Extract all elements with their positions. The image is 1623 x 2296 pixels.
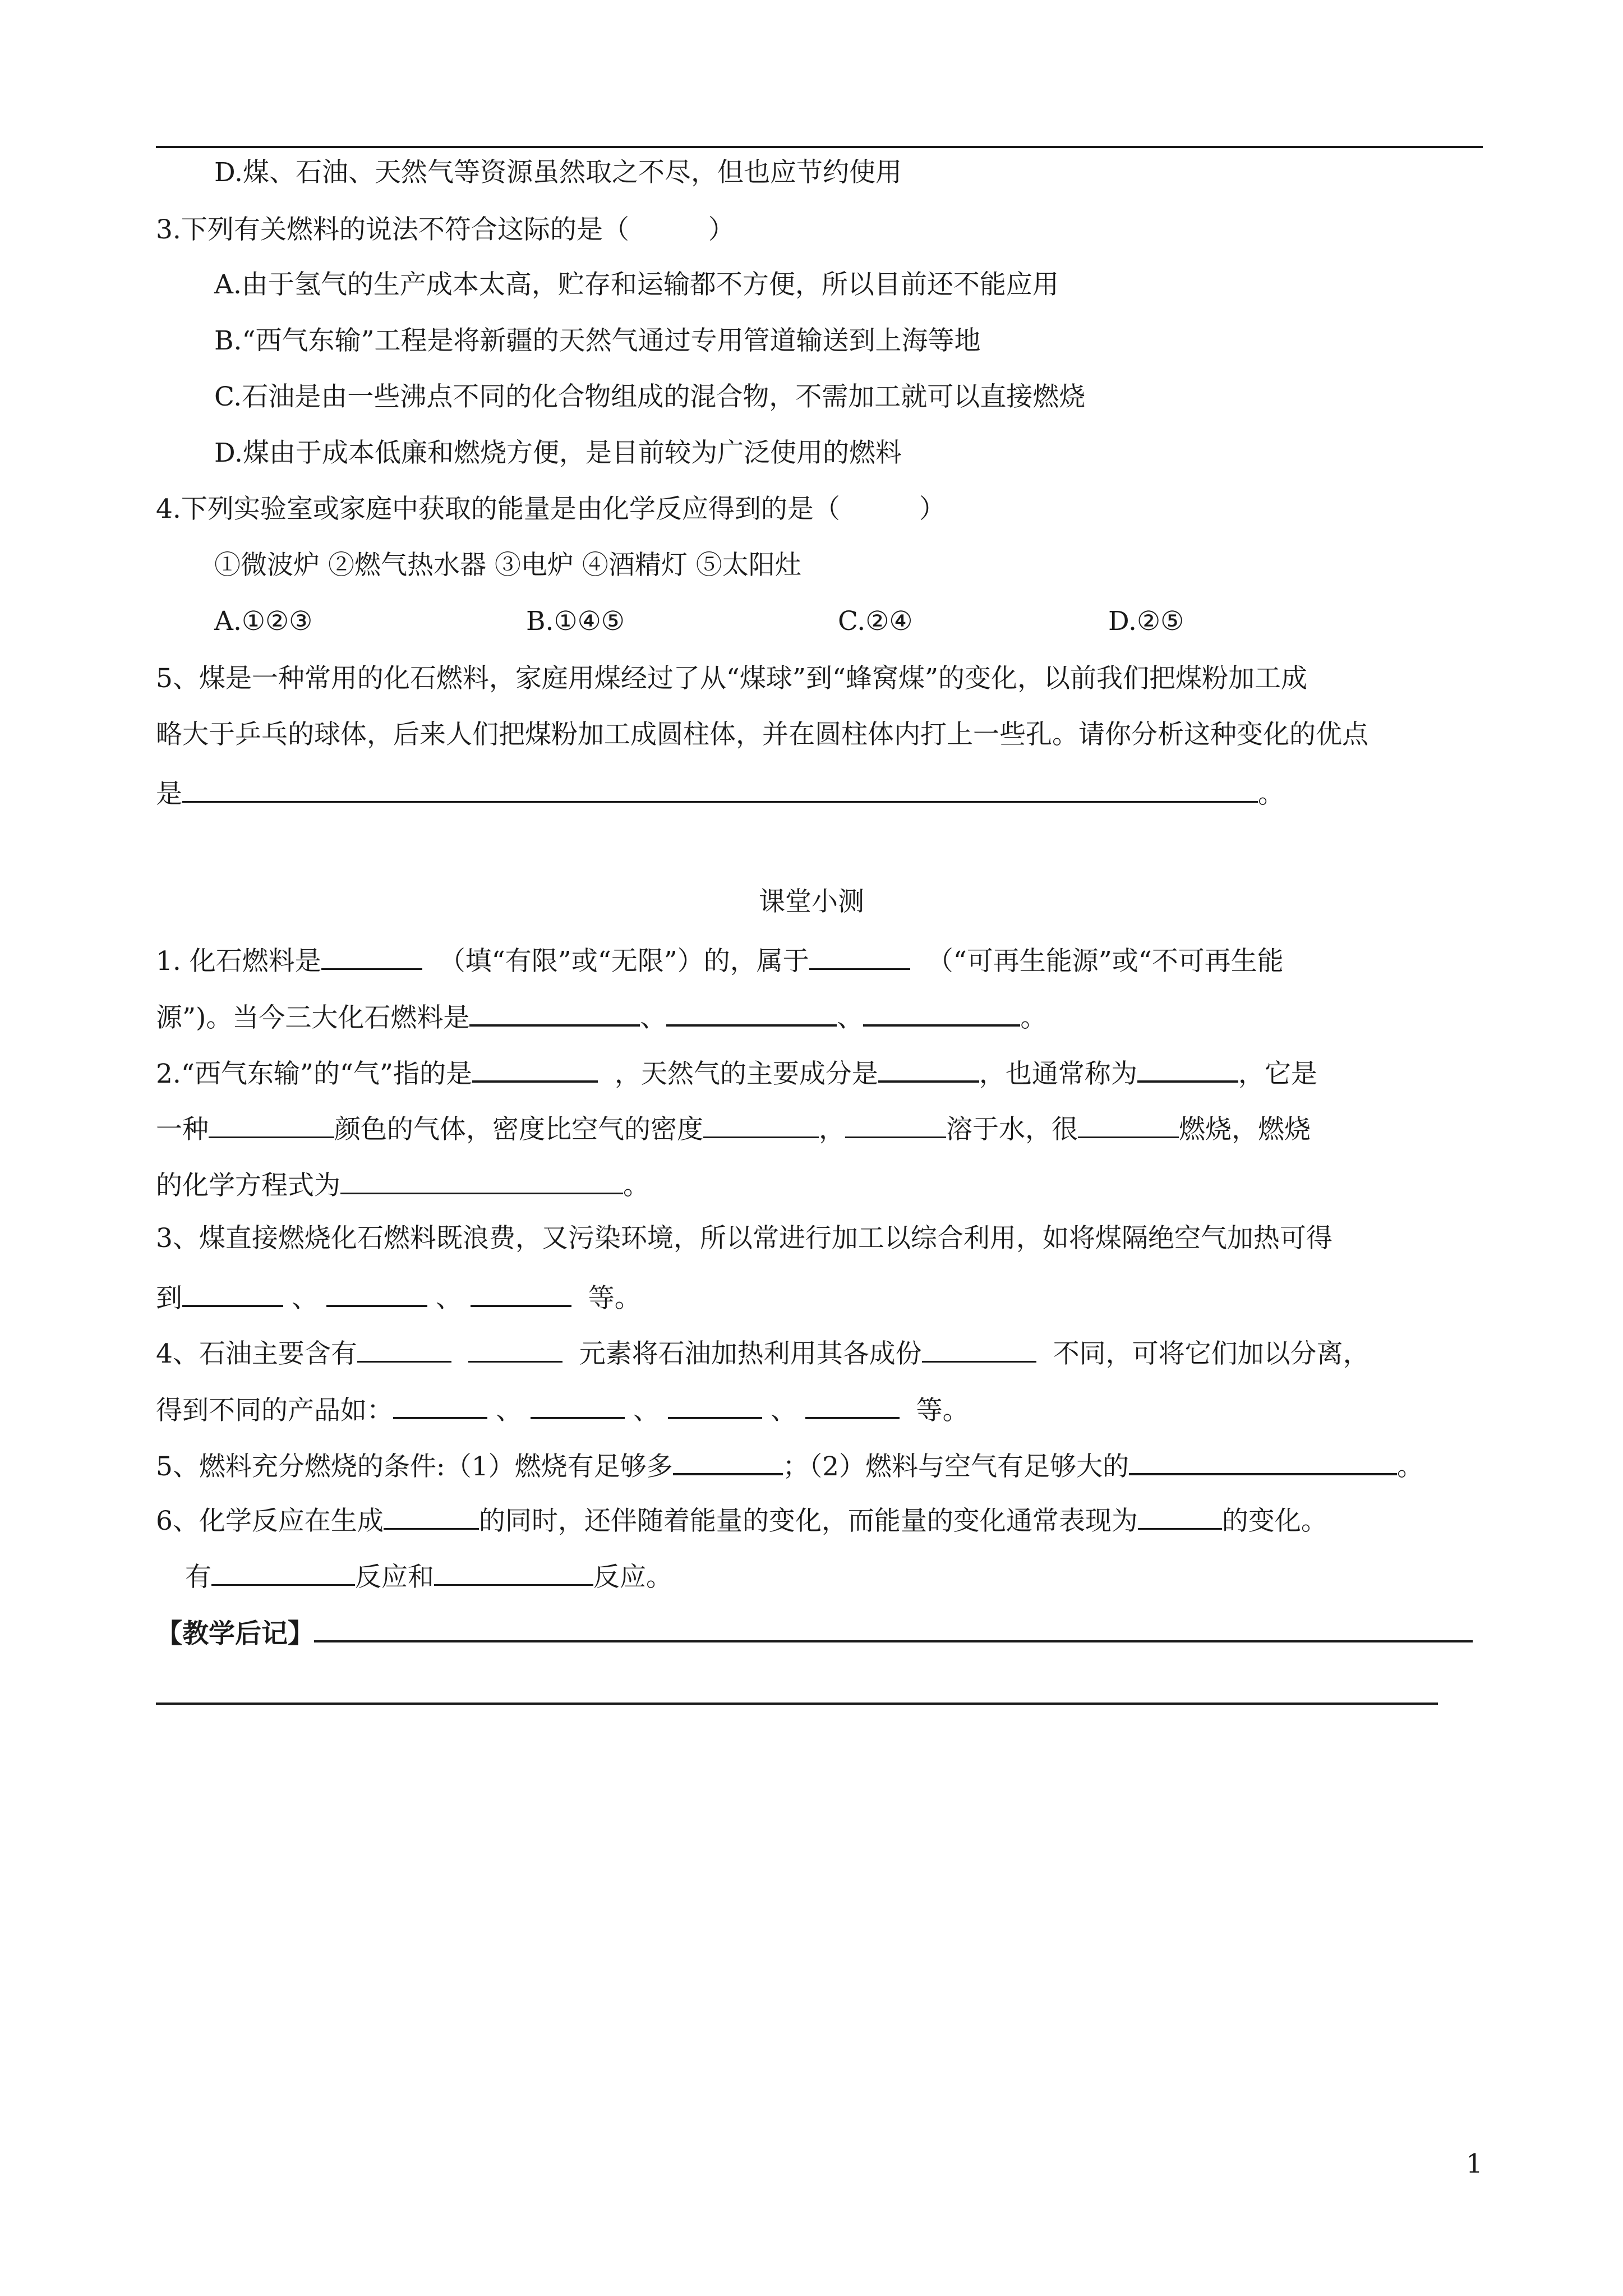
answer-blank[interactable] (1078, 1110, 1179, 1138)
question-3-stem: 3.下列有关燃料的说法不符合这际的是（ ） (156, 214, 735, 245)
answer-blank[interactable] (472, 1053, 598, 1083)
question-3-option-b: B.“西气东输”工程是将新疆的天然气通过专用管道输送到上海等地 (214, 325, 981, 356)
answer-blank[interactable] (471, 1278, 571, 1307)
separator: 、 (837, 1002, 864, 1033)
quiz-q2-text: 燃烧，燃烧 (1179, 1114, 1311, 1145)
answer-blank[interactable] (326, 1278, 427, 1307)
question-5-prefix: 是 (156, 779, 182, 809)
separator: 、 (640, 1002, 667, 1033)
quiz-q5-text: ；（2）燃料与空气有足够大的 (782, 1451, 1129, 1482)
quiz-q2-text: ，天然气的主要成分是 (614, 1059, 878, 1089)
quiz-q4-line-2 (156, 1390, 969, 1428)
answer-blank[interactable] (209, 1110, 334, 1138)
quiz-q6-text: 反应。 (593, 1562, 672, 1593)
quiz-q2-text: ，它是 (1238, 1059, 1317, 1089)
answer-blank[interactable] (384, 1501, 479, 1530)
question-5-line-1: 5、煤是一种常用的化石燃料，家庭用煤经过了从“煤球”到“蜂窝煤”的变化，以前我们把煤粉加工成 (156, 663, 1308, 694)
answer-blank[interactable] (340, 1166, 623, 1194)
answer-blank[interactable] (469, 997, 640, 1027)
answer-blank[interactable] (321, 941, 422, 970)
answer-blank[interactable] (468, 1334, 562, 1363)
quiz-q2-text: 一种 (156, 1114, 209, 1145)
separator: 、 (495, 1395, 522, 1426)
answer-blank[interactable] (393, 1390, 487, 1419)
quiz-q6-text: 反应和 (355, 1562, 434, 1593)
question-4-option-c: C.②④ (838, 606, 913, 637)
question-3-option-c: C.石油是由一些沸点不同的化合物组成的混合物，不需加工就可以直接燃烧 (214, 381, 1086, 412)
quiz-q2-text: ， (819, 1114, 845, 1145)
answer-blank[interactable] (805, 1390, 900, 1419)
answer-blank[interactable] (182, 1278, 283, 1307)
answer-blank[interactable] (357, 1334, 451, 1363)
quiz-q6-text: 的同时，还伴随着能量的变化，而能量的变化通常表现为 (478, 1506, 1138, 1536)
quiz-q4-line-1 (156, 1334, 1370, 1371)
quiz-q4-text: 4、石油主要含有 (156, 1338, 357, 1369)
answer-blank[interactable] (666, 997, 837, 1027)
quiz-q2-text: 2.“西气东输”的“气”指的是 (156, 1059, 472, 1089)
postscript-line (156, 1613, 1473, 1651)
quiz-q6-line-1 (156, 1501, 1327, 1538)
question-5-line-2: 略大于乒乓的球体，后来人们把煤粉加工成圆柱体，并在圆柱体内打上一些孔。请你分析这种变化的优点 (156, 719, 1368, 750)
question-4-items: ①微波炉 ②燃气热水器 ③电炉 ④酒精灯 ⑤太阳灶 (214, 550, 801, 581)
quiz-q2-line-1 (156, 1053, 1317, 1091)
question-3-option-a: A.由于氢气的生产成本太高，贮存和运输都不方便，所以目前还不能应用 (214, 269, 1059, 300)
section-title: 课堂小测 (759, 886, 864, 917)
quiz-q6-text: 6、化学反应在生成 (156, 1506, 384, 1536)
answer-blank[interactable] (809, 941, 910, 970)
option-d-prev: D.煤、石油、天然气等资源虽然取之不尽，但也应节约使用 (214, 157, 902, 188)
header-rule (156, 146, 1483, 148)
answer-blank[interactable] (845, 1110, 946, 1138)
answer-blank[interactable] (1129, 1446, 1397, 1475)
period: 。 (1397, 1451, 1424, 1482)
quiz-q4-text: 不同，可将它们加以分离， (1053, 1338, 1370, 1369)
quiz-q1-text: 1. 化石燃料是 (156, 946, 321, 977)
postscript-blank[interactable] (314, 1613, 1473, 1642)
question-4-stem: 4.下列实验室或家庭中获取的能量是由化学反应得到的是（ ） (156, 494, 946, 524)
quiz-q6-text: 有 (185, 1562, 211, 1593)
answer-blank[interactable] (211, 1557, 355, 1586)
quiz-q3-line-1: 3、煤直接燃烧化石燃料既浪费，又污染环境，所以常进行加工以综合利用，如将煤隔绝空气加热可得 (156, 1223, 1332, 1254)
quiz-q2-text: ，也通常称为 (979, 1059, 1137, 1089)
answer-blank[interactable] (434, 1557, 593, 1586)
quiz-q2-text: 溶于水，很 (946, 1114, 1078, 1145)
answer-blank[interactable] (878, 1053, 979, 1083)
answer-blank[interactable] (1137, 1053, 1238, 1083)
quiz-q2-text: 颜色的气体，密度比空气的密度 (334, 1114, 703, 1145)
question-4-option-b: B.①④⑤ (526, 606, 625, 637)
page-number: 1 (1466, 2148, 1483, 2179)
answer-blank[interactable] (863, 997, 1020, 1027)
question-5-line-3 (156, 774, 1284, 811)
answer-blank[interactable] (922, 1334, 1036, 1363)
quiz-q2-line-3 (156, 1166, 649, 1203)
postscript-label: 【教学后记】 (156, 1618, 314, 1649)
answer-blank[interactable] (673, 1446, 783, 1475)
quiz-q4-text: 得到不同的产品如： (156, 1395, 393, 1426)
quiz-q2-line-2 (156, 1110, 1311, 1147)
quiz-q6-line-2 (185, 1557, 672, 1594)
quiz-q1-text: （填“有限”或“无限”）的，属于 (439, 946, 809, 977)
quiz-q3-text: 到 (156, 1283, 182, 1314)
quiz-q1-line-2 (156, 997, 1046, 1035)
quiz-q5-line-1 (156, 1446, 1423, 1484)
answer-blank[interactable] (182, 774, 1258, 803)
question-4-option-d: D.②⑤ (1108, 606, 1184, 637)
separator: 、 (770, 1395, 797, 1426)
quiz-q1-line-1 (156, 941, 1284, 978)
answer-blank[interactable] (531, 1390, 625, 1419)
quiz-q4-text: 等。 (916, 1395, 969, 1426)
quiz-q4-text: 元素将石油加热利用其各成份 (579, 1338, 922, 1369)
quiz-q2-text: 的化学方程式为 (156, 1170, 340, 1201)
answer-blank[interactable] (703, 1110, 819, 1138)
quiz-q3-text: 等。 (588, 1283, 641, 1314)
question-3-option-d: D.煤由于成本低廉和燃烧方便，是目前较为广泛使用的燃料 (214, 438, 902, 468)
question-5-suffix: 。 (1258, 779, 1284, 809)
postscript-blank-line-2[interactable] (156, 1703, 1438, 1705)
quiz-q3-line-2 (156, 1278, 641, 1315)
period: 。 (1020, 1002, 1047, 1033)
quiz-q1-text: （“可再生能源”或“不可再生能 (926, 946, 1284, 977)
separator: 、 (435, 1283, 462, 1314)
answer-blank[interactable] (668, 1390, 762, 1419)
answer-blank[interactable] (1138, 1501, 1222, 1530)
separator: 、 (291, 1283, 318, 1314)
question-4-option-a: A.①②③ (214, 606, 313, 637)
period: 。 (623, 1170, 649, 1201)
quiz-q6-text: 的变化。 (1221, 1506, 1327, 1536)
quiz-q5-text: 5、燃料充分燃烧的条件:（1）燃烧有足够多 (156, 1451, 673, 1482)
quiz-q1-text: 源”)。当今三大化石燃料是 (156, 1002, 470, 1033)
separator: 、 (633, 1395, 660, 1426)
